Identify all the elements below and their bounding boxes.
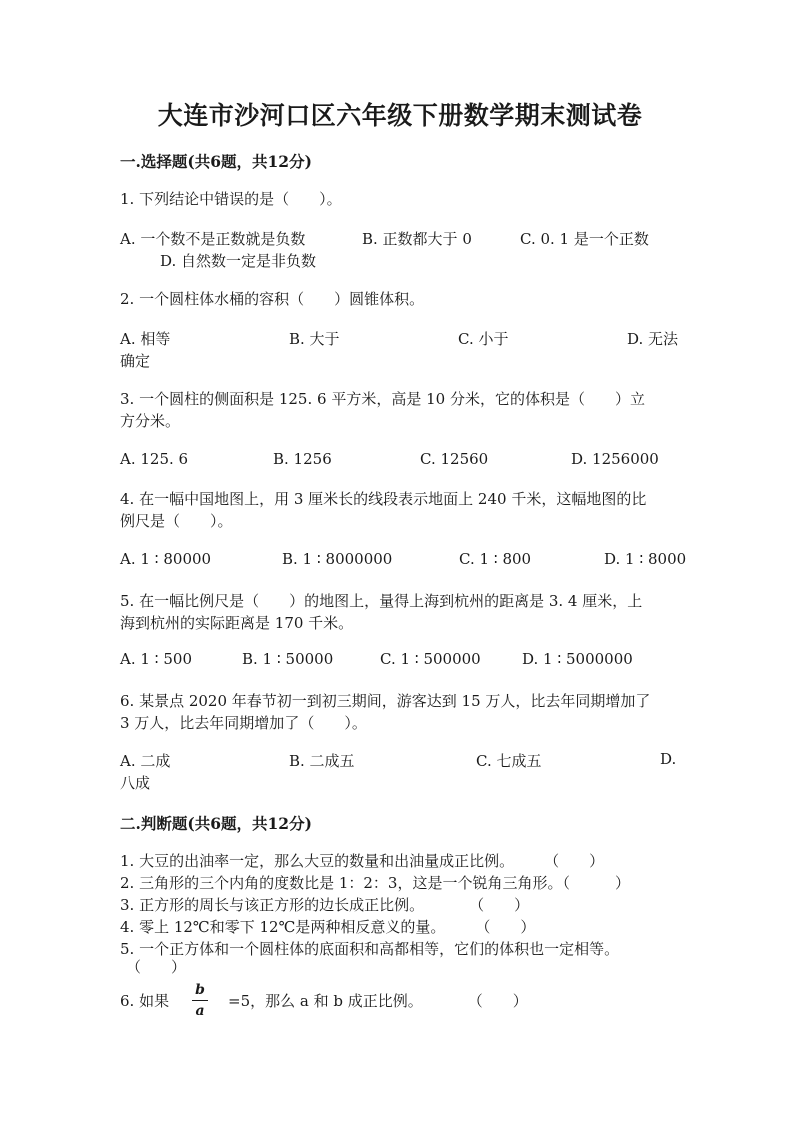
judgement-6-suffix: =5，那么 a 和 b 成正比例。 （ ） [228,992,528,1010]
q2-option-c: C. 小于 [458,330,509,348]
judgement-2: 2. 三角形的三个内角的度数比是 1：2：3，这是一个锐角三角形。（ ） [120,874,630,892]
judgement-5-line2: （ ） [126,958,187,976]
judgement-1: 1. 大豆的出油率一定，那么大豆的数量和出油量成正比例。 （ ） [120,852,605,870]
fraction-b-over-a [190,982,210,1019]
q1-option-d: D. 自然数一定是非负数 [160,252,317,270]
q6-option-d-cont: 八成 [120,774,151,792]
q6-option-d: D. [660,750,677,768]
judgement-4: 4. 零上 12℃和零下 12℃是两种相反意义的量。 （ ） [120,918,536,936]
section-heading-judgement: 二.判断题(共6题，共12分) [120,814,312,833]
question-5-stem-line2: 海到杭州的实际距离是 170 千米。 [120,614,354,632]
judgement-3: 3. 正方形的周长与该正方形的边长成正比例。 （ ） [120,896,530,914]
q5-option-d: D. 1 ∶ 5000000 [522,650,633,668]
q1-option-c: C. 0. 1 是一个正数 [520,230,649,248]
page-title: 大连市沙河口区六年级下册数学期末测试卷 [157,101,643,130]
question-3-stem-line2: 方分米。 [120,412,181,430]
q4-option-b: B. 1 ∶ 8000000 [282,550,393,568]
section-heading-choice: 一.选择题(共6题，共12分) [120,152,312,171]
question-6-stem-line1: 6. 某景点 2020 年春节初一到初三期间，游客达到 15 万人，比去年同期增加了 [120,692,651,710]
q3-option-c: C. 12560 [420,450,489,468]
judgement-6-prefix: 6. 如果 [120,992,170,1010]
q6-option-b: B. 二成五 [289,752,355,770]
q4-option-c: C. 1 ∶ 800 [459,550,532,568]
q5-option-a: A. 1 ∶ 500 [120,650,192,668]
judgement-5-line1: 5. 一个正方体和一个圆柱体的底面积和高都相等，它们的体积也一定相等。 [120,940,620,958]
fraction-denominator: a [195,1003,205,1019]
question-5-stem-line1: 5. 在一幅比例尺是（ ）的地图上，量得上海到杭州的距离是 3. 4 厘米，上 [120,592,643,610]
q3-option-d: D. 1256000 [571,450,659,468]
question-6-stem-line2: 3 万人，比去年同期增加了（ ）。 [120,714,367,732]
question-4-stem-line2: 例尺是（ ）。 [120,512,233,530]
q2-option-a: A. 相等 [120,330,171,348]
q1-option-a: A. 一个数不是正数就是负数 [120,230,306,248]
q3-option-a: A. 125. 6 [120,450,189,468]
q3-option-b: B. 1256 [273,450,332,468]
question-1-stem: 1. 下列结论中错误的是（ ）。 [120,190,342,208]
q2-option-b: B. 大于 [289,330,340,348]
fraction-numerator: b [195,982,205,998]
q2-option-d-cont: 确定 [120,352,151,370]
q6-option-a: A. 二成 [120,752,171,770]
q5-option-b: B. 1 ∶ 50000 [242,650,334,668]
q1-option-b: B. 正数都大于 0 [362,230,472,248]
question-4-stem-line1: 4. 在一幅中国地图上，用 3 厘米长的线段表示地面上 240 千米，这幅地图的比 [120,490,647,508]
q4-option-d: D. 1 ∶ 8000 [604,550,687,568]
q2-option-d: D. 无法 [627,330,679,348]
q5-option-c: C. 1 ∶ 500000 [380,650,481,668]
question-2-stem: 2. 一个圆柱体水桶的容积（ ）圆锥体积。 [120,290,425,308]
question-3-stem-line1: 3. 一个圆柱的侧面积是 125. 6 平方米，高是 10 分米，它的体积是（ ）立 [120,390,645,408]
q6-option-c: C. 七成五 [476,752,542,770]
q4-option-a: A. 1 ∶ 80000 [120,550,212,568]
fraction-bar [192,1000,208,1001]
